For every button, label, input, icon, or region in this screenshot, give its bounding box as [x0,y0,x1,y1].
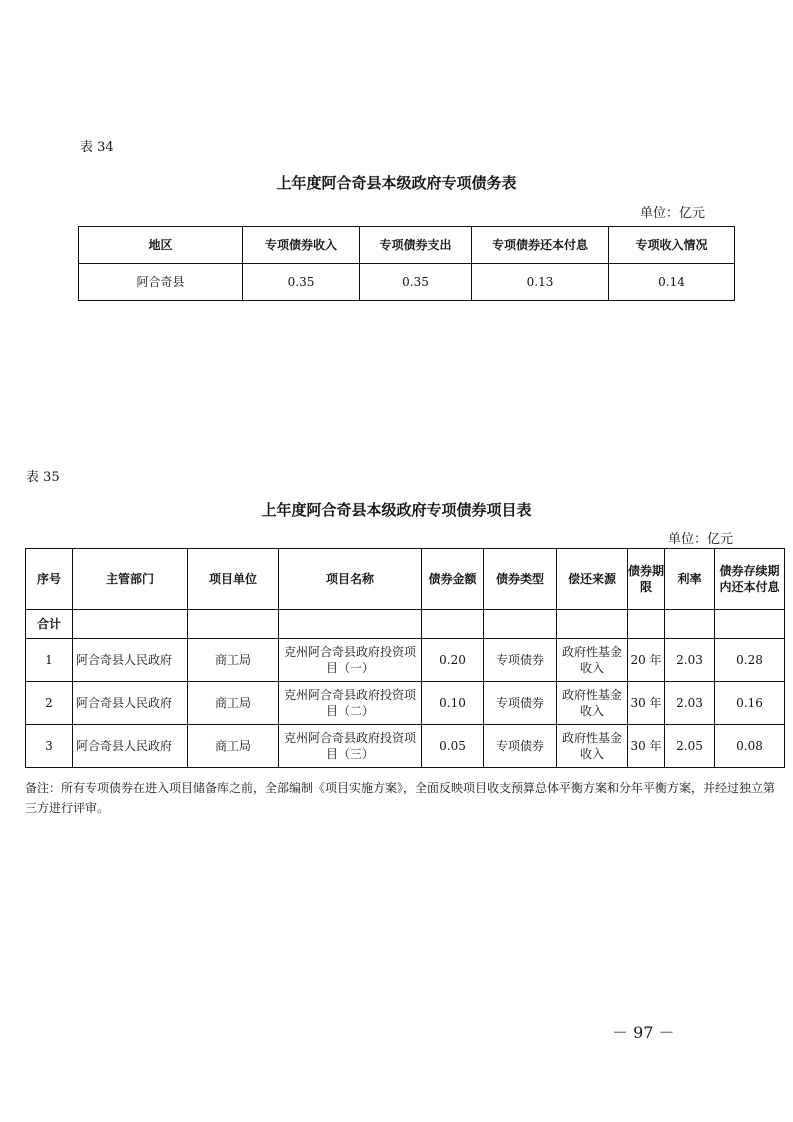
table35-unit: 单位：亿元 [668,532,734,547]
table35-header-cell: 主管部门 [73,549,188,610]
table-cell [665,610,715,639]
table34-header-cell: 专项收入情况 [609,227,735,264]
table-cell [73,610,188,639]
table-cell: 1 [26,639,73,682]
table-cell: 克州阿合奇县政府投资项目（一） [279,639,422,682]
table34-header-cell: 地区 [79,227,243,264]
table-cell: 阿合奇县人民政府 [73,682,188,725]
table-row [26,639,785,682]
table-cell: 0.35 [360,264,472,301]
table-row [26,725,785,768]
table-cell: 0.05 [422,725,484,768]
table-cell: 2.05 [665,725,715,768]
table34-header-row [79,227,735,264]
table-cell: 政府性基金收入 [557,639,628,682]
table35-label: 表 35 [26,470,60,485]
table-cell: 专项债券 [484,682,557,725]
table-cell: 2.03 [665,639,715,682]
total-label: 合计 [26,610,73,639]
table35-header-cell: 偿还来源 [557,549,628,610]
table34 [78,226,735,301]
table34-header-cell: 专项债券还本付息 [472,227,609,264]
table-cell [188,610,279,639]
table-cell: 专项债券 [484,725,557,768]
table-cell [422,610,484,639]
table35-title: 上年度阿合奇县本级政府专项债券项目表 [261,501,532,519]
table-row [26,682,785,725]
table-cell: 阿合奇县人民政府 [73,725,188,768]
table-cell: 2.03 [665,682,715,725]
table35-note: 备注：所有专项债券在进入项目储备库之前，全部编制《项目实施方案》，全面反映项目收支预算总体平衡方案和分年平衡方案，并经过独立第三方进行评审。 [25,781,776,815]
table-cell: 0.20 [422,639,484,682]
table-cell: 0.16 [715,682,785,725]
table-cell: 专项债券 [484,639,557,682]
table-cell [557,610,628,639]
table34-unit: 单位：亿元 [640,206,706,221]
table-cell: 0.08 [715,725,785,768]
table-cell: 商工局 [188,725,279,768]
table34-header-cell: 专项债券收入 [243,227,360,264]
table-cell: 0.10 [422,682,484,725]
table35-header-cell: 债券期限 [628,549,665,610]
table-cell: 阿合奇县人民政府 [73,639,188,682]
table35-header-cell: 利率 [665,549,715,610]
table35-header-cell: 项目单位 [188,549,279,610]
table-cell: 3 [26,725,73,768]
table-cell: 0.14 [609,264,735,301]
table-cell: 政府性基金收入 [557,682,628,725]
table35-header-cell: 债券类型 [484,549,557,610]
table-cell: 克州阿合奇县政府投资项目（二） [279,682,422,725]
table-cell: 0.13 [472,264,609,301]
table-cell: 20 年 [628,639,665,682]
table35-header-cell: 序号 [26,549,73,610]
page-number: － 97 － [612,1023,675,1042]
table-cell: 克州阿合奇县政府投资项目（三） [279,725,422,768]
table-cell: 2 [26,682,73,725]
table35-header-cell: 债券金额 [422,549,484,610]
table34-title: 上年度阿合奇县本级政府专项债务表 [276,174,517,192]
table35-header-row [26,549,785,610]
table34-header-cell: 专项债券支出 [360,227,472,264]
table-cell: 阿合奇县 [79,264,243,301]
table-cell [279,610,422,639]
table35 [25,548,785,768]
table-cell: 商工局 [188,639,279,682]
table-cell [628,610,665,639]
table-cell: 政府性基金收入 [557,725,628,768]
table35-header-cell: 项目名称 [279,549,422,610]
table-cell: 商工局 [188,682,279,725]
table-cell [484,610,557,639]
table-cell: 30 年 [628,682,665,725]
table35-header-cell: 债券存续期内还本付息 [715,549,785,610]
table-cell [715,610,785,639]
table-cell: 30 年 [628,725,665,768]
table-row [79,264,735,301]
table-cell: 0.35 [243,264,360,301]
table34-label: 表 34 [80,140,114,155]
table-cell: 0.28 [715,639,785,682]
table35-total-row [26,610,785,639]
